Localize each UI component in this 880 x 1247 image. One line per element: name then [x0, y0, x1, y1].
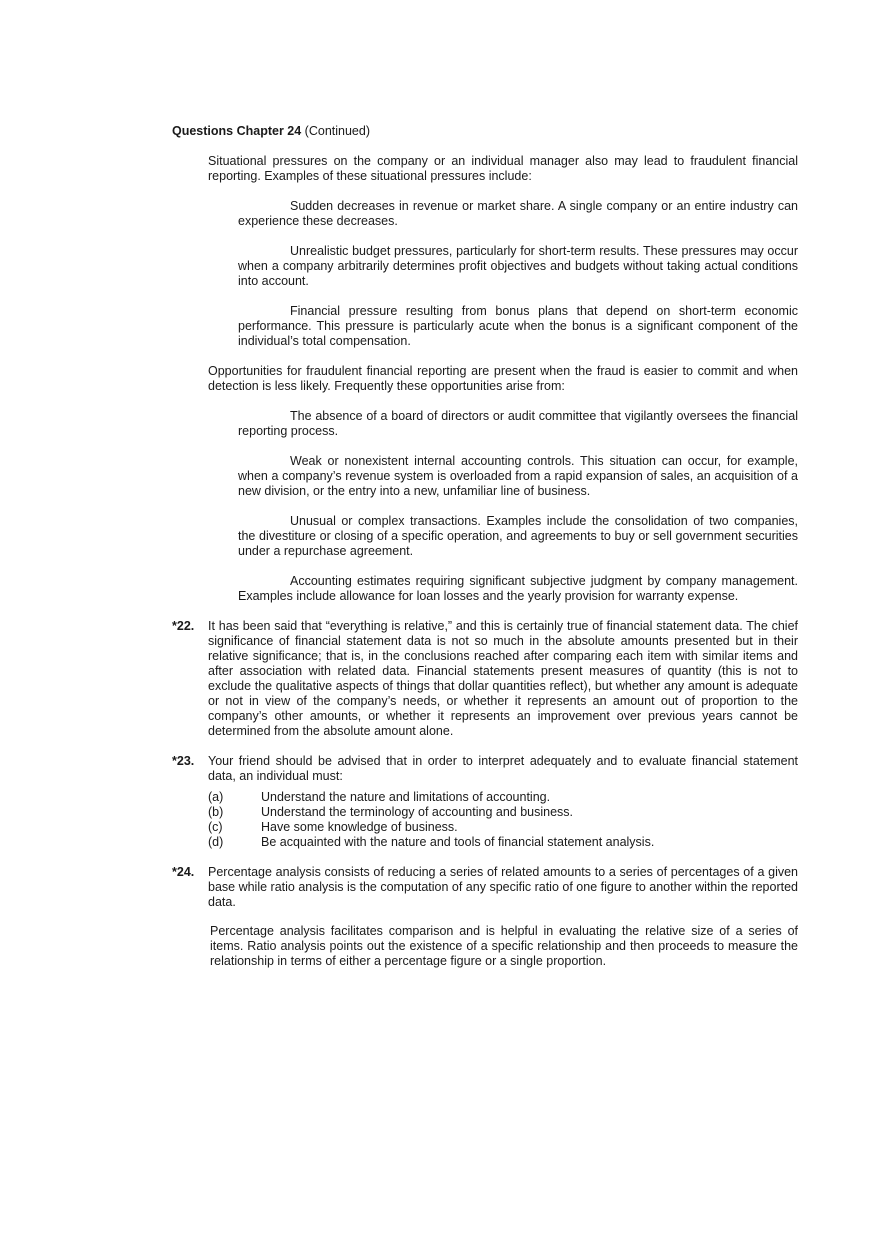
situational-item: Financial pressure resulting from bonus plans that depend on short-term economic performance. This pressure is particularly acute when the bonus is a significant component of the individual’s total compensation.	[238, 304, 798, 348]
opportunity-item: Unusual or complex transactions. Examples include the consolidation of two companies, the divestiture or closing of a specific operation, and agreements to buy or sell government securities under a repurchase agreement.	[238, 514, 798, 558]
list-item	[208, 820, 798, 835]
question-text: It has been said that “everything is relative,” and this is certainly true of financial statement data. The chief significance of financial statement data is not so much in the absolute amounts presented but in their relative significance; that is, in the conclusions reached after comparing each item with similar items and after association with related data. Financial statements present measures of quantity (this is not to exclude the qualitative aspects of things that dollar quantities reflect), but whether any amount is adequate or not in view of the company’s needs, or whether it represents an amount out of proportion to the company’s other amounts, or whether it represents an improvement over previous years cannot be determined from the absolute amount alone.	[208, 619, 798, 738]
situational-intro: Situational pressures on the company or an individual manager also may lead to fraudulent financial reporting. Examples of these situational pressures include:	[208, 154, 798, 183]
question-text: Your friend should be advised that in order to interpret adequately and to evaluate financial statement data, an individual must:	[208, 754, 798, 783]
opportunity-item: Weak or nonexistent internal accounting controls. This situation can occur, for example, when a company’s revenue system is overloaded from a rapid expansion of sales, an acquisition of a new division, or the entry into a new, unfamiliar line of business.	[238, 454, 798, 498]
question-number: *23.	[172, 754, 195, 768]
list-text: Understand the nature and limitations of accounting.	[261, 790, 551, 804]
list-item	[208, 835, 798, 850]
list-label: (b)	[208, 805, 224, 819]
requirements-list	[208, 790, 798, 850]
list-label: (c)	[208, 820, 223, 834]
list-text: Have some knowledge of business.	[261, 820, 458, 834]
question-text-continued: Percentage analysis facilitates comparison and is helpful in evaluating the relative size of a series of items. Ratio analysis points out the existence of a specific relationship and then proceeds to measure the relationship in terms of either a percentage figure or a single proportion.	[210, 924, 798, 968]
list-label: (d)	[208, 835, 224, 849]
question-number: *24.	[172, 865, 195, 879]
header-subtitle: (Continued)	[301, 124, 370, 138]
page-header	[172, 124, 370, 139]
opportunities-intro: Opportunities for fraudulent financial reporting are present when the fraud is easier to commit and when detection is less likely. Frequently these opportunities arise from:	[208, 364, 798, 393]
question-22	[172, 619, 798, 739]
question-24	[172, 865, 798, 969]
situational-item: Sudden decreases in revenue or market share. A single company or an entire industry can experience these decreases.	[238, 199, 798, 228]
question-text: Percentage analysis consists of reducing a series of related amounts to a series of percentages of a given base while ratio analysis is the computation of any specific ratio of one figure to another within the reported data.	[208, 865, 798, 909]
opportunity-item: The absence of a board of directors or audit committee that vigilantly oversees the financial reporting process.	[238, 409, 798, 438]
list-item	[208, 805, 798, 820]
list-text: Be acquainted with the nature and tools of financial statement analysis.	[261, 835, 655, 849]
question-number: *22.	[172, 619, 195, 633]
situational-item: Unrealistic budget pressures, particularly for short-term results. These pressures may occur when a company arbitrarily determines profit objectives and budgets without taking actual conditions into account.	[238, 244, 798, 288]
list-label: (a)	[208, 790, 224, 804]
header-title: Questions Chapter 24	[172, 124, 302, 138]
list-text: Understand the terminology of accounting and business.	[261, 805, 573, 819]
content-body	[172, 154, 798, 969]
question-23	[172, 754, 798, 850]
list-item	[208, 790, 798, 805]
opportunity-item: Accounting estimates requiring significant subjective judgment by company management. Examples include allowance for loan losses and the yearly provision for warranty expense.	[238, 574, 798, 603]
